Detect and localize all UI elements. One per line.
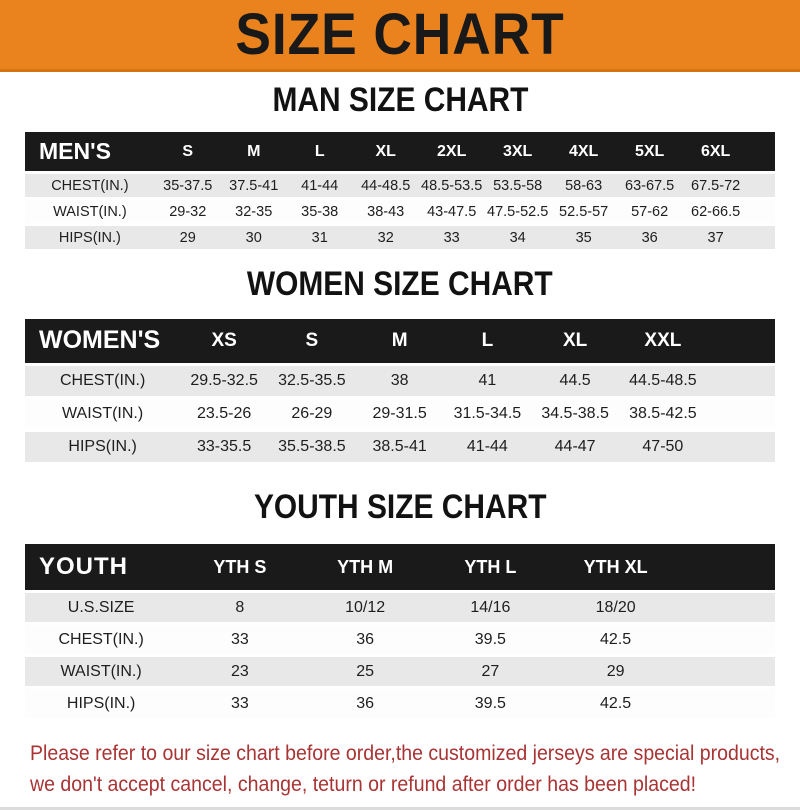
footer-note	[30, 738, 781, 800]
measure-label: WAIST(IN.)	[25, 399, 180, 429]
size-column-header: 6XL	[683, 132, 749, 171]
header-row	[25, 319, 775, 363]
measure-row	[25, 657, 775, 686]
measure-label: U.S.SIZE	[25, 593, 177, 622]
measure-value: 58-63	[551, 174, 617, 197]
table-title-cell: WOMEN'S	[25, 319, 180, 363]
measure-value: 44.5	[531, 366, 619, 396]
header-filler-cell	[678, 544, 775, 590]
size-column-header: M	[356, 319, 444, 363]
measure-value: 32	[353, 226, 419, 249]
size-column-header: XXL	[619, 319, 707, 363]
measure-value: 43-47.5	[419, 200, 485, 223]
measure-value: 32.5-35.5	[268, 366, 356, 396]
row-filler-cell	[678, 625, 775, 654]
size-column-header: XS	[180, 319, 268, 363]
row-filler-cell	[678, 593, 775, 622]
measure-value: 39.5	[428, 689, 553, 718]
measure-value: 31	[287, 226, 353, 249]
row-filler-cell	[707, 432, 775, 462]
measure-value: 57-62	[617, 200, 683, 223]
size-column-header: YTH XL	[553, 544, 678, 590]
row-filler-cell	[749, 226, 775, 249]
row-filler-cell	[749, 174, 775, 197]
measure-value: 35	[551, 226, 617, 249]
table-title-cell: YOUTH	[25, 544, 177, 590]
measure-value: 37	[683, 226, 749, 249]
heading-text: MAN SIZE CHART	[272, 81, 528, 119]
measure-value: 47-50	[619, 432, 707, 462]
size-column-header: XL	[531, 319, 619, 363]
footer-note-line-1: Please refer to our size chart before order,the customized jerseys are special products,	[30, 742, 781, 766]
measure-value: 35-37.5	[155, 174, 221, 197]
measure-value: 63-67.5	[617, 174, 683, 197]
measure-value: 33	[177, 689, 302, 718]
measure-value: 8	[177, 593, 302, 622]
measure-value: 18/20	[553, 593, 678, 622]
measure-value: 34	[485, 226, 551, 249]
size-column-header: YTH L	[428, 544, 553, 590]
heading-men	[0, 82, 800, 119]
size-column-header: M	[221, 132, 287, 171]
measure-value: 33-35.5	[180, 432, 268, 462]
measure-row	[25, 366, 775, 396]
measure-value: 31.5-34.5	[444, 399, 532, 429]
size-chart-banner	[0, 0, 800, 72]
size-column-header: 3XL	[485, 132, 551, 171]
header-row	[25, 544, 775, 590]
measure-row	[25, 226, 775, 249]
size-column-header: XL	[353, 132, 419, 171]
measure-value: 44-47	[531, 432, 619, 462]
measure-value: 38.5-41	[356, 432, 444, 462]
measure-value: 30	[221, 226, 287, 249]
measure-value: 48.5-53.5	[419, 174, 485, 197]
men-size-table	[25, 129, 775, 252]
header-filler-cell	[707, 319, 775, 363]
size-column-header: S	[268, 319, 356, 363]
measure-value: 37.5-41	[221, 174, 287, 197]
heading-text: WOMEN SIZE CHART	[247, 265, 553, 304]
measure-value: 32-35	[221, 200, 287, 223]
header-row	[25, 132, 775, 171]
measure-value: 29	[155, 226, 221, 249]
measure-value: 29-31.5	[356, 399, 444, 429]
row-filler-cell	[749, 200, 775, 223]
measure-label: HIPS(IN.)	[25, 432, 180, 462]
measure-value: 47.5-52.5	[485, 200, 551, 223]
measure-value: 62-66.5	[683, 200, 749, 223]
table-title-cell: MEN'S	[25, 132, 155, 171]
size-column-header: YTH S	[177, 544, 302, 590]
section-youth	[0, 489, 800, 721]
measure-label: CHEST(IN.)	[25, 366, 180, 396]
measure-value: 53.5-58	[485, 174, 551, 197]
measure-value: 10/12	[302, 593, 427, 622]
measure-value: 36	[302, 689, 427, 718]
measure-value: 25	[302, 657, 427, 686]
size-column-header: YTH M	[302, 544, 427, 590]
measure-label: WAIST(IN.)	[25, 657, 177, 686]
measure-label: HIPS(IN.)	[25, 226, 155, 249]
size-column-header: S	[155, 132, 221, 171]
banner-title: SIZE CHART	[235, 1, 565, 67]
header-filler-cell	[749, 132, 775, 171]
measure-row	[25, 399, 775, 429]
row-filler-cell	[678, 689, 775, 718]
heading-women	[0, 266, 800, 303]
measure-value: 36	[617, 226, 683, 249]
measure-value: 39.5	[428, 625, 553, 654]
size-column-header: 2XL	[419, 132, 485, 171]
measure-row	[25, 174, 775, 197]
measure-row	[25, 689, 775, 718]
size-column-header: L	[444, 319, 532, 363]
size-column-header: L	[287, 132, 353, 171]
measure-value: 38-43	[353, 200, 419, 223]
measure-value: 42.5	[553, 689, 678, 718]
measure-value: 52.5-57	[551, 200, 617, 223]
measure-value: 23.5-26	[180, 399, 268, 429]
measure-value: 27	[428, 657, 553, 686]
section-men	[0, 82, 800, 252]
measure-value: 44.5-48.5	[619, 366, 707, 396]
measure-row	[25, 625, 775, 654]
measure-value: 33	[419, 226, 485, 249]
row-filler-cell	[707, 366, 775, 396]
measure-row	[25, 593, 775, 622]
measure-value: 38	[356, 366, 444, 396]
measure-value: 44-48.5	[353, 174, 419, 197]
measure-value: 35-38	[287, 200, 353, 223]
size-column-header: 5XL	[617, 132, 683, 171]
measure-value: 38.5-42.5	[619, 399, 707, 429]
measure-row	[25, 200, 775, 223]
women-size-table	[25, 316, 775, 465]
measure-value: 23	[177, 657, 302, 686]
size-column-header: 4XL	[551, 132, 617, 171]
measure-value: 29	[553, 657, 678, 686]
measure-label: WAIST(IN.)	[25, 200, 155, 223]
measure-label: CHEST(IN.)	[25, 625, 177, 654]
youth-size-table	[25, 541, 775, 721]
measure-value: 41-44	[444, 432, 532, 462]
measure-value: 14/16	[428, 593, 553, 622]
measure-value: 29-32	[155, 200, 221, 223]
measure-value: 29.5-32.5	[180, 366, 268, 396]
measure-value: 41-44	[287, 174, 353, 197]
row-filler-cell	[678, 657, 775, 686]
heading-text: YOUTH SIZE CHART	[253, 487, 547, 526]
footer-note-line-2: we don't accept cancel, change, teturn or refund after order has been placed!	[30, 773, 697, 797]
measure-value: 33	[177, 625, 302, 654]
measure-row	[25, 432, 775, 462]
measure-value: 36	[302, 625, 427, 654]
measure-value: 35.5-38.5	[268, 432, 356, 462]
heading-youth	[0, 489, 800, 526]
section-women	[0, 266, 800, 464]
measure-value: 67.5-72	[683, 174, 749, 197]
row-filler-cell	[707, 399, 775, 429]
measure-value: 41	[444, 366, 532, 396]
measure-label: HIPS(IN.)	[25, 689, 177, 718]
measure-value: 26-29	[268, 399, 356, 429]
measure-value: 42.5	[553, 625, 678, 654]
measure-label: CHEST(IN.)	[25, 174, 155, 197]
measure-value: 34.5-38.5	[531, 399, 619, 429]
size-tables	[0, 82, 800, 721]
